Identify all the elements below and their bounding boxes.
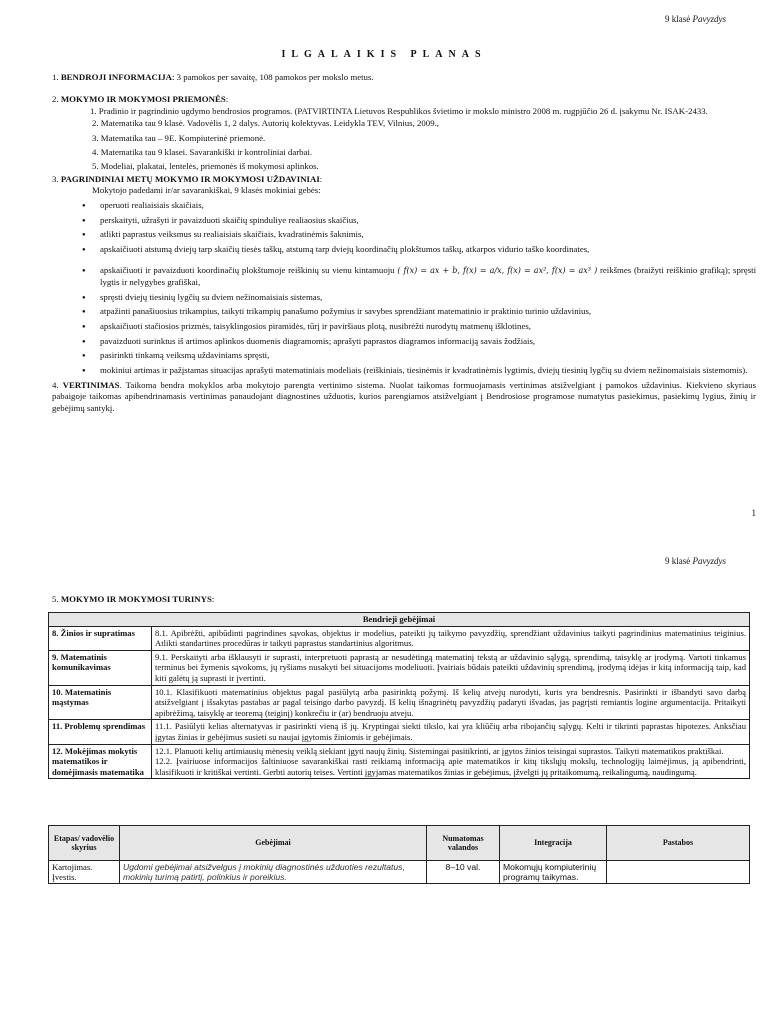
section-5-heading: MOKYMO IR MOKYMOSI TURINYS — [60, 594, 212, 604]
page1-body — [52, 72, 756, 414]
list-item: ● mokiniui artimas ir pažįstamas situacijas aprašyti matematiniais modeliais (reiškiniais, tiesinėmis ir kvadratinėmis lygtimis, dviejų tiesinių lygčių su dviem nežinomaisiais sistemomis). — [92, 365, 756, 376]
list-item: ● pasirinkti tinkamą veiksmą uždaviniams spręsti, — [92, 350, 756, 361]
list-item: ● spręsti dviejų tiesinių lygčių su dviem nežinomaisiais sistemas, — [92, 292, 756, 303]
list-item: ● perskaityti, užrašyti ir pavaizduoti skaičių spinduliye realiaosius skaičius, — [92, 215, 756, 226]
header-class: 9 klasė — [665, 14, 691, 24]
section-4: 4. VERTINIMAS. Taikoma bendra mokyklos arba mokytojo parengta vertinimo sistema. Nuolat taikomas formuojamasis vertinimas atsižvelgiant į pamokos uždavinius. Kiekvieno skyriaus pabaigoje taikomas apibendrinamasis vertinimas panaudojant diagnostines užduotis, kurios parengiamos atsižvelgiant į Bendrosiose programose numatytus pasiekimus, pasiekimų lygius, žinių ir gebėjimų santykį. — [52, 379, 756, 413]
table-row: Kartojimas. Įvestis. Ugdomi gebėjimai atsižvelgus į mokinių diagnostinės užduoties rezultatus, mokinių turimą patirtį, polinkius ir poreikius. 8–10 val. Mokomųjų kompiuterinių programų taikymas. — [49, 861, 750, 884]
list-item: ● atlikti paprastus veiksmus su realiaisiais skaičiais, kvadratinėmis šaknimis, — [92, 229, 756, 240]
list-item: ● apskaičiuoti stačiosios prizmės, taisyklingosios piramidės, tūrį ir paviršiaus plotą, nusibrėžti nurodytų matmenų išklotines, — [92, 321, 756, 332]
content-plan-table — [48, 825, 750, 884]
table-row: 12. Mokėjimas mokytis matematikos ir domėjimasis matematika 12.1. Planuoti kelių artimiausių mėnesių veiklą siekiant įgyti naujų žinių. Sistemingai pasitikrinti, ar įgytos žinios teisingai suprastos. Taikyti matematikos praktiškai. 12.2. Įvairiuose informacijos šaltiniuose savarankiškai rasti reikiamą informaciją apie matematikos ir kitų tikslųjų mokslų, technologijų laimėjimus, ją apibendrinti, klasifikuoti ir kritiškai vertinti. Gerbti autorių teises. Vertinti įgyjamas matematikos žinias ir gebėjimus, įžvelgti jų pritaikomumą, reikalingumą, naudingumą. — [49, 744, 750, 779]
list-item: ● atpažinti panašiuosius trikampius, taikyti trikampių panašumo požymius ir savybes sprendžiant matematinio ir praktinio turinio uždavinius, — [92, 306, 756, 317]
list-item: ● operuoti realiaisiais skaičiais, — [92, 200, 756, 211]
goals-list — [52, 200, 756, 377]
resource-item: 5. Modeliai, plakatai, lentelės, priemonės iš mokymosi aplinkos. — [92, 161, 319, 172]
general-abilities-table — [48, 612, 750, 779]
table-row: 11. Problemų sprendimas 11.1. Pasiūlyti kelias alternatyvas ir pasirinkti vieną iš jų. Kryptingai siekti tikslo, kai yra kliūčių arba ribojančių sąlygų. Kelti ir tikrinti paprastas hipotezes. Anksčiau įgytas žinias ir gebėjimus susieti su naujai įgytomis žiniomis ir gebėjimais. — [49, 720, 750, 744]
page-title: ILGALAIKIS PLANAS — [281, 49, 487, 60]
section-4-heading: VERTINIMAS — [62, 379, 120, 390]
section-3-heading: PAGRINDINIAI METŲ MOKYMO IR MOKYMOSI UŽDAVINIAI — [60, 173, 320, 184]
list-item: ● apskaičiuoti atstumą dviejų tarp skaičių tiesės taškų, atstumą tarp dviejų koordinačių plokštumos taškų, atkarpos vidurio taško koordinates, — [92, 244, 756, 255]
table-header-row: Etapas/ vadovėlio skyrius Gebėjimai Numatomas valandos Integracija Pastabos — [49, 826, 750, 861]
page-header — [665, 14, 726, 24]
section-3: 3. PAGRINDINIAI METŲ MOKYMO IR MOKYMOSI UŽDAVINIAI: — [52, 173, 323, 184]
section-1: 1. BENDROJI INFORMACIJA: 3 pamokos per savaitę, 108 pamokos per mokslo metus. — [52, 72, 374, 82]
table-header: Bendrieji gebėjimai — [49, 613, 750, 627]
section-5: 5. MOKYMO IR MOKYMOSI TURINYS: — [52, 594, 215, 604]
resource-item: 1. Pradinio ir pagrindinio ugdymo bendrosios programos. (PATVIRTINTA Lietuvos Respublikos švietimo ir mokslo ministro 2008 m. rugpjūčio 26 d. įsakymu Nr. ISAK-2433. — [90, 105, 708, 116]
resource-item: 2. Matematika tau 9 klasė. Vadovėlis 1, 2 dalys. Autorių kolektyvas. Leidykla TEV, Vilnius, 2009., — [92, 118, 439, 129]
page-header — [665, 556, 726, 566]
table-row: 8. Žinios ir supratimas 8.1. Apibrėžti, apibūdinti pagrindines sąvokas, objektus ir modelius, pateikti jų taikymo pavyzdžių, sprendžiant uždavinius taikyti pagrindinius matematinius teiginius. Atlikti standartines procedūras ir taikyti paprastus standartinius algoritmus. — [49, 626, 750, 650]
resource-item: 3. Matematika tau – 9E. Kompiuterinė priemonė. — [92, 132, 266, 143]
table-row: 9. Matematinis komunikavimas 9.1. Perskaityti arba išklausyti ir suprasti, interpretuoti paprastą ar nesudėtingą matematinį tekstą ar uždavinio sąlygą, sprendimą, taisyklę ar įrodymą. Vartoti tinkamus terminus bei žymenis sąvokoms, jų ryšiams nusakyti bei situacijoms modeliuoti. Įvairiais būdais pateikti uždavinių sprendimą, įrodymą idėjas ir kitą informaciją taip, kad kiti galėtų ją suprasti ir įvertinti. — [49, 650, 750, 685]
header-class: 9 klasė — [665, 556, 691, 566]
page-number: 1 — [751, 508, 756, 518]
list-item: ● pavaizduoti surinktus iš artimos aplinkos duomenis diagramomis; aprašyti paprastos diagramos informaciją savais žodžiais, — [92, 336, 756, 347]
section-2-heading: MOKYMO IR MOKYMOSI PRIEMONĖS — [60, 94, 226, 105]
table-row: 10. Matematinis mąstymas 10.1. Klasifikuoti matematinius objektus pagal pasiūlytą arba pasirinktą požymį. Iš kelių atvejų nurodyti, kuris yra bendresnis. Pasirinkti ir išbandyti savo darbą atsižvelgiant į išsakytas pastabas ar pagal teisingo darbo pavyzdį. Iš kelių išnagrinėtų pavyzdžių padaryti išvadas, jas pagrįsti remiantis logine argumentacija. Pritaikyti apibrėžimą, taisyklę ar teoremą (teiginį) konkrečiu ir (ar) bendruoju atveju. — [49, 685, 750, 720]
header-tag: Pavyzdys — [692, 556, 726, 566]
resource-item: 4. Matematika tau 9 klasei. Savarankiški ir kontroliniai darbai. — [92, 147, 313, 158]
section-1-heading: BENDROJI INFORMACIJA — [60, 72, 172, 82]
function-formulas: ( f(x) = ax + b, f(x) = a/x, f(x) = ax², f(x) = ax³ ) — [397, 266, 598, 276]
list-item: ● apskaičiuoti ir pavaizduoti koordinačių plokštumoje reiškinių su vienu kintamuoju ( f(x) = ax + b, f(x) = a/x, f(x) = ax², f(x) = ax³ ) reikšmes (braižyti reiškinio grafiką); spręsti lygtis ir nelygybes grafiškai, — [92, 265, 756, 288]
section-2: 2. MOKYMO IR MOKYMOSI PRIEMONĖS: — [52, 94, 229, 105]
section-3-intro: Mokytojo padedami ir/ar savarankiškai, 9 klasės mokiniai gebės: — [92, 185, 321, 196]
header-tag: Pavyzdys — [692, 14, 726, 24]
